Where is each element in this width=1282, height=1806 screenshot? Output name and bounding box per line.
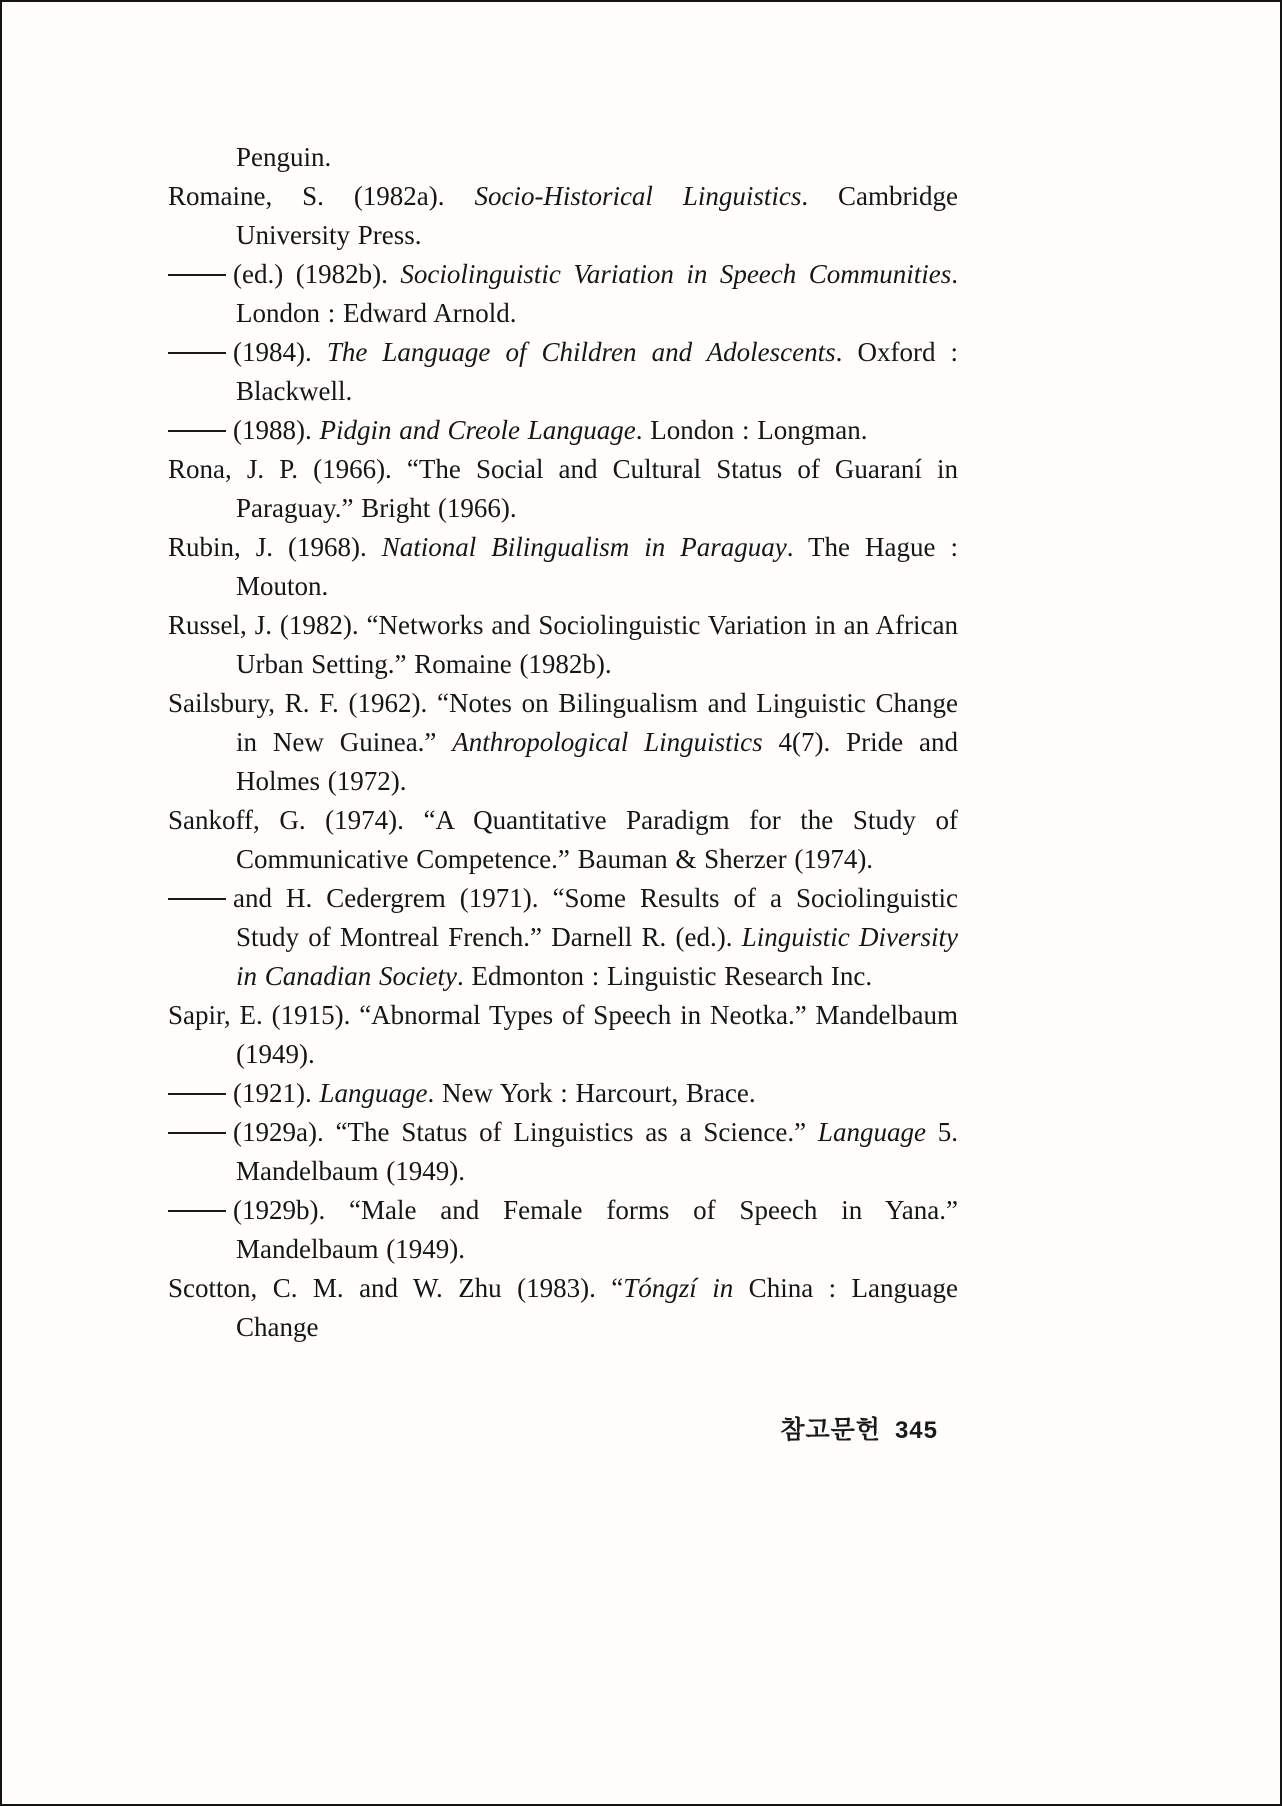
work-title-italic: Sociolinguistic Variation in Speech Communities: [400, 259, 952, 289]
footer-page-number: 345: [894, 1417, 938, 1444]
reference-entry: [168, 255, 958, 333]
work-title-italic: Tóngzí in: [623, 1273, 734, 1303]
entry-text: Penguin.: [236, 142, 332, 172]
reference-entry: [168, 996, 958, 1074]
entry-text: (1921).: [233, 1078, 320, 1108]
same-author-dash: [168, 898, 226, 900]
reference-entry: [168, 1113, 958, 1191]
entry-text: China : Language Change: [236, 1273, 958, 1342]
references-list: [168, 138, 958, 1347]
work-title-italic: Anthropological Linguistics: [452, 727, 763, 757]
entry-text: Scotton, C. M. and W. Zhu (1983). “: [168, 1273, 624, 1303]
entry-text: (1929a). “The Status of Linguistics as a Science.”: [233, 1117, 818, 1147]
reference-entry: [168, 1074, 958, 1113]
entry-text: (1929b). “Male and Female forms of Speech in Yana.” Mandelbaum (1949).: [233, 1195, 958, 1264]
entry-text: (ed.) (1982b).: [233, 259, 401, 289]
work-title-italic: Language: [319, 1078, 428, 1108]
entry-text: Sankoff, G. (1974). “A Quantitative Paradigm for the Study of Communicative Competence.” Bauman & Sherzer (1974).: [168, 805, 958, 874]
entry-text: Sailsbury, R. F. (1962). “Notes on Bilingualism and Linguistic Change in New Guinea.”: [168, 688, 958, 757]
same-author-dash: [168, 1132, 226, 1134]
entry-text: Sapir, E. (1915). “Abnormal Types of Speech in Neotka.” Mandelbaum (1949).: [168, 1000, 958, 1069]
entry-text: 5. Mandelbaum (1949).: [236, 1117, 958, 1186]
entry-text: . Cambridge University Press.: [236, 181, 959, 250]
reference-entry: [168, 684, 958, 801]
reference-entry: [168, 1269, 958, 1347]
work-title-italic: Socio-Historical Linguistics: [474, 181, 802, 211]
same-author-dash: [168, 274, 226, 276]
same-author-dash: [168, 1093, 226, 1095]
reference-entry: [168, 450, 958, 528]
reference-entry: [168, 801, 958, 879]
entry-text: . Oxford : Blackwell.: [236, 337, 959, 406]
reference-entry: [168, 1191, 958, 1269]
entry-text: Rubin, J. (1968).: [168, 532, 382, 562]
reference-entry: [168, 138, 958, 177]
reference-entry: [168, 528, 958, 606]
entry-text: and H. Cedergrem (1971). “Some Results of a Sociolinguistic Study of Montreal French.” Darnell R. (ed.).: [233, 883, 958, 952]
entry-text: . London : Longman.: [635, 415, 868, 445]
work-title-italic: Pidgin and Creole Language: [319, 415, 636, 445]
work-title-italic: Language: [817, 1117, 926, 1147]
entry-text: (1984).: [233, 337, 327, 367]
reference-entry: [168, 177, 958, 255]
entry-text: . New York : Harcourt, Brace.: [427, 1078, 756, 1108]
entry-text: Rona, J. P. (1966). “The Social and Cultural Status of Guaraní in Paraguay.” Bright (1966).: [168, 454, 958, 523]
same-author-dash: [168, 352, 226, 354]
entry-text: . The Hague : Mouton.: [236, 532, 958, 601]
entry-text: Romaine, S. (1982a).: [168, 181, 475, 211]
reference-entry: [168, 879, 958, 996]
reference-entry: [168, 411, 958, 450]
entry-text: (1988).: [233, 415, 320, 445]
entry-text: 4(7). Pride and Holmes (1972).: [236, 727, 959, 796]
same-author-dash: [168, 430, 226, 432]
footer-section-label: 참고문헌: [780, 1417, 881, 1444]
entry-text: . Edmonton : Linguistic Research Inc.: [456, 961, 873, 991]
work-title-italic: National Bilingualism in Paraguay: [381, 532, 787, 562]
page-footer: [168, 1410, 938, 1446]
entry-text: Russel, J. (1982). “Networks and Sociolinguistic Variation in an African Urban Setting.” Romaine (1982b).: [168, 610, 958, 679]
work-title-italic: Linguistic Diversity in Canadian Society: [236, 922, 958, 991]
work-title-italic: The Language of Children and Adolescents: [326, 337, 836, 367]
entry-text: . London : Edward Arnold.: [236, 259, 959, 328]
reference-entry: [168, 606, 958, 684]
same-author-dash: [168, 1210, 226, 1212]
reference-entry: [168, 333, 958, 411]
